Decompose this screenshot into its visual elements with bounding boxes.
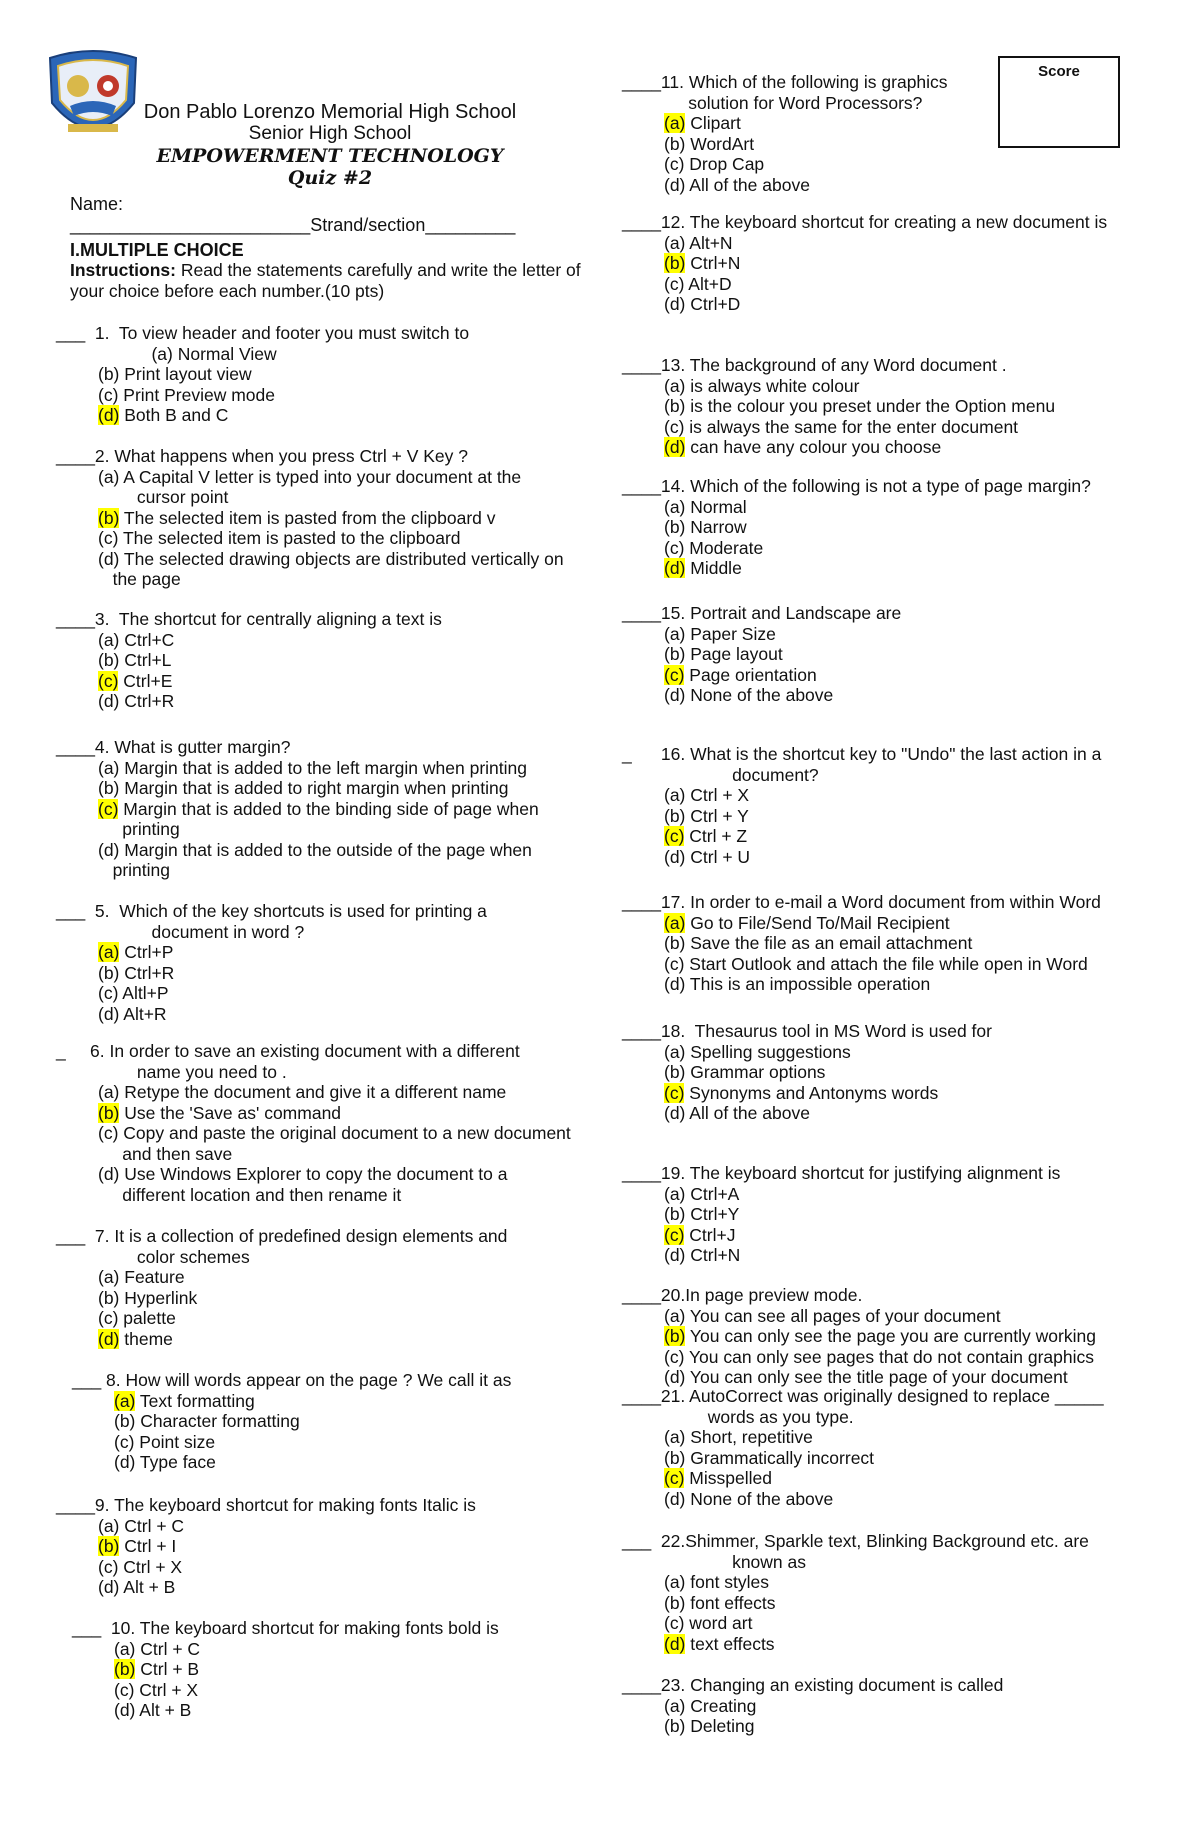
question-stem: ____18. Thesaurus tool in MS Word is used for [622,1021,992,1041]
answer-option-text: (b) Hyperlink [98,1287,198,1308]
question-stem-continued: known as [664,1551,806,1572]
answer-key-highlight: (b) [98,507,120,528]
quiz-title: Quiz #2 [287,167,373,189]
answer-option [622,954,1101,975]
answer-option-text: the page [98,569,181,589]
answer-option-text: (b) Ctrl+R [98,962,175,983]
answer-option-text: Middle [685,558,742,578]
question-17 [622,892,1101,995]
answer-option-text: (a) A Capital V letter is typed into your document at the [98,466,522,487]
strand-section-line: ________________________Strand/section_________ [70,215,516,235]
answer-option-text: (d) Ctrl + U [664,846,751,867]
answer-option-text: Ctrl + B [135,1659,200,1679]
answer-option-text: (d) None of the above [664,1488,834,1509]
answer-option [622,517,1091,538]
answer-option [622,806,1101,827]
answer-option [622,1103,992,1124]
answer-option [622,1696,1003,1717]
answer-option [56,1557,476,1578]
answer-option [622,1634,1089,1655]
answer-option-text: can have any colour you choose [685,437,942,457]
answer-key-highlight: (c) [664,1468,685,1488]
question-20 [622,1285,1096,1388]
answer-option [56,1577,476,1598]
answer-option [622,294,1107,315]
answer-option [622,974,1101,995]
answer-option [72,1432,511,1453]
answer-option-text: Ctrl+P [119,942,174,962]
question-stem: ____14. Which of the following is not a type of page margin? [622,476,1091,496]
answer-option-text: (a) Ctrl + C [98,1515,185,1536]
answer-option [622,417,1055,438]
answer-option [622,624,901,645]
answer-option-text: (a) You can see all pages of your document [664,1305,1001,1326]
answer-option [72,1411,511,1432]
question-8 [72,1370,511,1473]
question-stem-continued: (a) Normal View [98,343,277,364]
score-box [998,56,1120,148]
answer-option-text: (c) You can only see pages that do not contain graphics [664,1346,1095,1367]
question-7 [56,1226,507,1349]
answer-option-text: (a) Normal [664,496,747,517]
answer-option-text: (b) Page layout [664,644,783,664]
question-stem: ____11. Which of the following is graphics [622,72,948,92]
answer-option-text: (a) is always white colour [664,375,860,396]
answer-option-text: (b) is the colour you preset under the Option menu [664,396,1056,416]
question-19 [622,1163,1060,1266]
answer-option [56,860,539,881]
answer-option [622,1184,1060,1205]
answer-key-highlight: (b) [98,1102,120,1123]
answer-option [56,1516,476,1537]
answer-option [622,437,1055,458]
answer-option [56,1103,571,1124]
answer-key-highlight: (b) [114,1659,136,1679]
answer-option-text: (b) Ctrl+Y [664,1204,740,1224]
answer-option [56,1082,571,1103]
answer-option-text: (a) font styles [664,1572,770,1592]
answer-option-text: (c) palette [98,1308,176,1328]
answer-option-text: (a) Creating [664,1695,757,1716]
question-stem: ___ 22.Shimmer, Sparkle text, Blinking Background etc. are [622,1531,1089,1551]
answer-option [622,1326,1096,1347]
answer-key-highlight: (d) [98,1328,120,1349]
answer-key-highlight: (c) [98,798,119,819]
answer-option-text: (a) Alt+N [664,232,733,253]
answer-option [622,134,948,155]
answer-option-text: (b) Ctrl+L [98,650,172,670]
answer-option-text: (b) Ctrl + Y [664,805,749,826]
answer-option [622,1593,1089,1614]
question-stem: ____17. In order to e-mail a Word document from within Word [622,892,1101,912]
answer-option-text: (d) None of the above [664,685,834,705]
answer-option-text: (b) Narrow [664,517,747,537]
answer-option [56,983,487,1004]
answer-option-text: (a) Ctrl + X [664,785,750,805]
answer-option [72,1700,499,1721]
answer-option-text: printing [98,860,170,880]
question-stem-continued: document in word ? [98,921,305,942]
instructions [70,260,590,301]
question-3 [56,609,442,712]
question-21 [622,1386,1104,1509]
answer-option [622,1225,1060,1246]
answer-option [622,1204,1060,1225]
answer-option [622,175,948,196]
answer-option-text: (d) The selected drawing objects are distributed vertically on [98,548,564,569]
answer-option-text: (c) Alt+D [664,273,732,294]
question-stem: ___ 7. It is a collection of predefined design elements and [56,1226,508,1246]
answer-option [56,1329,507,1350]
school-level: Senior High School [248,123,412,144]
answer-option [56,942,487,963]
answer-key-highlight: (c) [664,664,685,685]
answer-option [56,1004,487,1025]
answer-key-highlight: (c) [664,1224,685,1245]
answer-option-text: You can only see the page you are currently working [685,1326,1096,1346]
answer-option [622,274,1107,295]
answer-option [56,1308,507,1329]
question-12 [622,212,1107,315]
answer-option [56,528,564,549]
question-16 [622,744,1101,867]
answer-option-text: (d) All of the above [664,174,810,195]
answer-option [56,1144,571,1165]
answer-option [56,508,564,529]
answer-option [622,785,1101,806]
answer-option-text: (b) Print layout view [98,364,252,384]
question-14 [622,476,1091,579]
answer-option-text: (d) You can only see the title page of your document [664,1367,1068,1387]
answer-option [622,1306,1096,1327]
answer-option-text: Synonyms and Antonyms words [684,1082,939,1103]
answer-option [622,154,948,175]
score-label: Score [1038,63,1080,80]
question-stem-continued: words as you type. [664,1406,854,1427]
answer-key-highlight: (b) [98,1536,120,1556]
answer-option-text: (b) Character formatting [114,1411,300,1431]
answer-option-text: (a) Ctrl+C [98,629,175,650]
question-stem: ____9. The keyboard shortcut for making fonts Italic is [56,1495,476,1515]
answer-option [56,467,564,488]
answer-key-highlight: (d) [98,405,120,425]
answer-option-text: (a) Short, repetitive [664,1427,813,1447]
answer-option [622,396,1055,417]
answer-option-text: (a) Retype the document and give it a different name [98,1082,507,1102]
answer-option-text: (c) Ctrl + X [98,1556,183,1577]
question-13 [622,355,1055,458]
answer-option-text: Ctrl+J [684,1224,736,1245]
question-18 [622,1021,992,1124]
answer-option-text: (c) Copy and paste the original document to a new document [98,1123,571,1143]
question-stem: ___ 5. Which of the key shortcuts is used for printing a [56,901,487,921]
answer-option-text: (d) Use Windows Explorer to copy the document to a [98,1164,508,1184]
question-2 [56,446,564,590]
instructions-label: Instructions: [70,260,176,280]
answer-option [56,405,469,426]
answer-option-text: (d) Margin that is added to the outside of the page when [98,839,532,860]
answer-option [622,665,901,686]
answer-option-text: (b) Deleting [664,1716,755,1736]
answer-option [622,497,1091,518]
answer-option-text: (c) Start Outlook and attach the file while open in Word [664,953,1088,974]
question-stem-continued: solution for Word Processors? [664,92,923,113]
answer-option [622,644,901,665]
answer-option [622,538,1091,559]
answer-option [622,1448,1104,1469]
question-stem: ____2. What happens when you press Ctrl + V Key ? [56,446,468,466]
answer-option-text: Ctrl + Z [684,826,748,846]
answer-option [56,758,539,779]
answer-option [622,1716,1003,1737]
section-heading: I.MULTIPLE CHOICE [70,240,244,260]
answer-option [56,671,442,692]
answer-key-highlight: (b) [664,1326,686,1346]
answer-key-highlight: (a) [114,1390,136,1411]
question-4 [56,737,539,881]
answer-option-text: The selected item is pasted from the clipboard v [119,507,496,528]
answer-option-text: Use the 'Save as' command [119,1102,342,1123]
answer-option [56,1288,507,1309]
answer-option [622,685,901,706]
answer-option-text: (a) Spelling suggestions [664,1041,851,1062]
answer-option-text: (b) Margin that is added to right margin when printing [98,778,509,798]
answer-option-text: (c) Ctrl + X [114,1679,199,1700]
answer-option-text: (c) Altl+P [98,983,169,1003]
answer-option-text: (d) Ctrl+D [664,294,741,314]
instructions-text: Read the statements carefully and write the letter of your choice before each number.(10 pts) [70,260,581,301]
answer-option-text: printing [98,819,180,839]
answer-option [56,1185,571,1206]
answer-option-text: (d) Type face [114,1452,216,1472]
answer-option [56,1536,476,1557]
answer-key-highlight: (c) [664,1082,685,1103]
question-stem: ____15. Portrait and Landscape are [622,603,902,623]
answer-option [56,799,539,820]
answer-option [72,1391,511,1412]
answer-option [56,385,469,406]
answer-key-highlight: (d) [664,558,686,578]
question-stem: ____4. What is gutter margin? [56,737,291,757]
answer-option-text: (d) Alt + B [114,1700,192,1720]
answer-option-text: (d) Alt+R [98,1003,167,1024]
answer-option-text: (a) Ctrl + C [114,1638,201,1659]
answer-option-text: (d) Alt + B [98,1577,176,1597]
answer-option-text: (a) Paper Size [664,623,776,644]
answer-key-highlight: (d) [664,1633,686,1654]
answer-option-text: text effects [685,1633,775,1654]
answer-option-text: (b) font effects [664,1592,776,1613]
answer-option [56,691,442,712]
answer-option-text: (c) Moderate [664,537,764,558]
answer-option-text: (c) is always the same for the enter document [664,416,1019,437]
answer-option [56,963,487,984]
question-23 [622,1675,1003,1737]
question-11 [622,72,948,195]
answer-option [622,1245,1060,1266]
answer-option [622,826,1101,847]
answer-option [56,487,564,508]
answer-option [56,549,564,570]
answer-option [56,630,442,651]
answer-option [56,819,539,840]
question-stem: _ 6. In order to save an existing document with a different [56,1041,520,1061]
answer-option-text: (a) Feature [98,1267,185,1287]
answer-option [622,1489,1104,1510]
answer-option [622,233,1107,254]
answer-option-text: (d) Ctrl+N [664,1245,741,1265]
question-stem: ___ 1. To view header and footer you must switch to [56,323,470,343]
answer-option [56,650,442,671]
answer-option [72,1452,511,1473]
question-stem: ____12. The keyboard shortcut for creating a new document is [622,212,1108,232]
answer-key-highlight: (c) [664,826,685,846]
answer-option-text: Ctrl + I [119,1536,177,1556]
answer-option [56,1123,571,1144]
answer-option-text: Margin that is added to the binding side of page when [118,798,539,819]
answer-key-highlight: (c) [98,670,119,691]
answer-option-text: Both B and C [119,405,229,425]
question-6 [56,1041,571,1205]
answer-option-text: (c) Print Preview mode [98,384,275,405]
answer-key-highlight: (a) [664,912,686,933]
answer-option [622,913,1101,934]
subject-title: EMPOWERMENT TECHNOLOGY [156,145,504,167]
answer-option-text: (d) This is an impossible operation [664,974,931,994]
question-1 [56,323,469,426]
question-stem-continued: document? [664,764,819,785]
answer-option-text: (b) WordArt [664,133,755,154]
answer-option-text: Misspelled [684,1468,772,1488]
answer-option [622,1062,992,1083]
answer-option-text: Go to File/Send To/Mail Recipient [685,912,950,933]
answer-key-highlight: (a) [98,942,120,962]
question-stem: _ 16. What is the shortcut key to "Undo" the last action in a [622,744,1102,764]
question-stem-continued: name you need to . [98,1061,287,1082]
question-stem: ____21. AutoCorrect was originally designed to replace _____ [622,1386,1104,1406]
answer-option-text: (a) Margin that is added to the left margin when printing [98,757,527,778]
answer-option [622,558,1091,579]
school-name: Don Pablo Lorenzo Memorial High School [143,101,517,123]
answer-option-text: (b) Grammar options [664,1062,826,1082]
answer-option [622,253,1107,274]
question-10 [72,1618,499,1721]
question-5 [56,901,487,1024]
answer-option-text: Clipart [685,113,741,133]
answer-option-text: (c) The selected item is pasted to the clipboard [98,528,461,548]
question-stem: ___ 8. How will words appear on the page ? We call it as [72,1370,512,1390]
answer-option [622,1613,1089,1634]
answer-key-highlight: (b) [664,253,686,273]
answer-option-text: Page orientation [684,664,817,685]
question-9 [56,1495,476,1598]
name-label: Name: [70,194,124,214]
question-stem-continued: color schemes [98,1246,250,1267]
question-stem: ____23. Changing an existing document is called [622,1675,1004,1695]
answer-option [56,569,564,590]
question-stem: ____19. The keyboard shortcut for justifying alignment is [622,1163,1061,1183]
answer-option [72,1639,499,1660]
answer-option-text: Ctrl+N [685,253,741,273]
answer-option-text: (c) word art [664,1613,753,1633]
answer-option [56,778,539,799]
answer-option [622,1347,1096,1368]
answer-option [56,840,539,861]
answer-option [622,933,1101,954]
answer-option [622,1367,1096,1388]
answer-option [72,1680,499,1701]
question-22 [622,1531,1089,1654]
answer-option [622,1042,992,1063]
answer-option [622,113,948,134]
question-15 [622,603,901,706]
answer-option [622,1083,992,1104]
answer-option [56,364,469,385]
answer-option [622,1468,1104,1489]
answer-option-text: (b) Grammatically incorrect [664,1447,875,1468]
answer-key-highlight: (d) [664,437,686,457]
question-stem: ____3. The shortcut for centrally aligning a text is [56,609,442,629]
answer-option-text: (c) Point size [114,1431,216,1452]
answer-option-text: cursor point [98,487,229,507]
question-stem: ____13. The background of any Word document . [622,355,1007,375]
answer-option-text: theme [119,1328,173,1349]
answer-option [622,847,1101,868]
question-stem: ____20.In page preview mode. [622,1285,863,1305]
answer-option [622,1572,1089,1593]
answer-option-text: (d) Ctrl+R [98,691,175,711]
answer-option-text: and then save [98,1143,233,1164]
answer-option-text: Ctrl+E [118,670,173,691]
answer-option [622,376,1055,397]
answer-option-text: (b) Save the file as an email attachment [664,933,973,953]
answer-option [72,1659,499,1680]
answer-option-text: Text formatting [135,1390,255,1411]
answer-option-text: different location and then rename it [98,1184,402,1205]
answer-option-text: (c) Drop Cap [664,154,765,174]
answer-option-text: (d) All of the above [664,1103,810,1123]
answer-key-highlight: (a) [664,113,686,133]
answer-option-text: (a) Ctrl+A [664,1183,740,1204]
answer-option [622,1427,1104,1448]
answer-option [56,1164,571,1185]
question-stem: ___ 10. The keyboard shortcut for making fonts bold is [72,1618,499,1638]
answer-option [56,1267,507,1288]
